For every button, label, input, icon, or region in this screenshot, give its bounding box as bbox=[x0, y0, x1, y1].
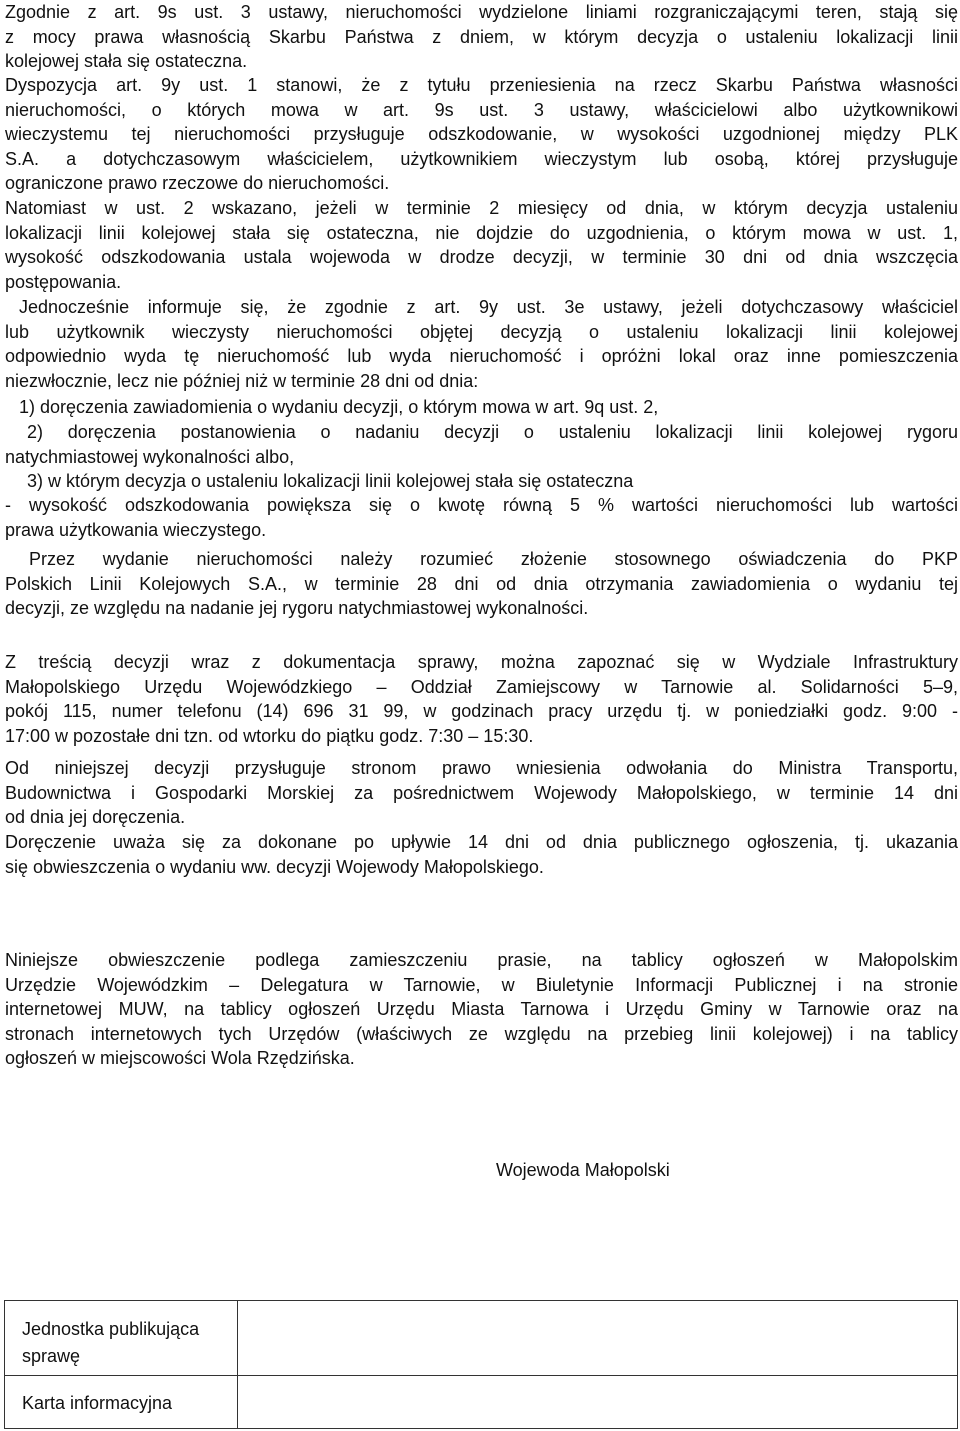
text-line: S.A. a dotychczasowym właścicielem, użytkownikiem wieczystym lub osobą, której przysługuje bbox=[5, 148, 958, 169]
text-line: Doręczenie uważa się za dokonane po upływie 14 dni od dnia publicznego ogłoszenia, tj. ukazania bbox=[5, 832, 958, 852]
text-line: wieczystemu tej nieruchomości przysługuje odszkodowanie, w wysokości uzgodnionej między PLK bbox=[5, 124, 958, 144]
paragraph-bonus-amount bbox=[5, 493, 958, 542]
text-line: decyzji, ze względu na nadanie jej rygoru natychmiastowej wykonalności. bbox=[5, 598, 589, 618]
text-line: ograniczone prawo rzeczowe do nieruchomości. bbox=[5, 173, 390, 193]
paragraph-bonus-conditions bbox=[5, 295, 958, 393]
text-line: Natomiast w ust. 2 wskazano, jeżeli w terminie 2 miesięcy od dnia, w którym decyzja ustaleniu bbox=[5, 198, 958, 218]
text-line: się obwieszczenia o wydaniu ww. decyzji Wojewody Małopolskiego. bbox=[5, 856, 544, 877]
text-line: Małopolskiego Urzędu Wojewódzkiego – Oddział Zamiejscowy w Tarnowie al. Solidarności 5–9, bbox=[5, 676, 958, 697]
signature-voivode: Wojewoda Małopolski bbox=[496, 1160, 670, 1180]
text-line: Niniejsze obwieszczenie podlega zamieszczeniu prasie, na tablicy ogłoszeń w Małopolskim bbox=[5, 950, 958, 970]
info-card-label: Karta informacyjna bbox=[22, 1393, 173, 1413]
list-item-2 bbox=[5, 420, 958, 469]
paragraph-disposition-9y bbox=[5, 73, 958, 196]
text-line: Jednocześnie informuje się, że zgodnie z art. 9y ust. 3e ustawy, jeżeli dotychczasowy właściciel bbox=[19, 297, 958, 317]
text-line: niezwłocznie, lecz nie później niż w terminie 28 dni od dnia: bbox=[5, 370, 479, 391]
text-line: Budownictwa i Gospodarki Morskiej za pośrednictwem Wojewody Małopolskiego, w terminie 14 dni bbox=[5, 782, 958, 803]
text-line: Polskich Linii Kolejowych S.A., w terminie 28 dni od dnia otrzymania zawiadomienia o wydaniu tej bbox=[5, 573, 958, 594]
text-line: natychmiastowej wykonalności albo, bbox=[5, 446, 295, 467]
text-line: lokalizacji linii kolejowej stała się ostateczna, nie dojdzie do uzgodnienia, o którym mowa w ust. 1, bbox=[5, 222, 958, 243]
table-column-divider bbox=[237, 1301, 238, 1428]
text-line: Z treścią decyzji wraz z dokumentacja sprawy, można zapoznać się w Wydziale Infrastruktury bbox=[5, 652, 958, 672]
text-line: Od niniejszej decyzji przysługuje stronom prawo wniesienia odwołania do Ministra Transportu, bbox=[5, 758, 958, 778]
list-item-3 bbox=[5, 469, 958, 494]
paragraph-documentation-access bbox=[5, 650, 958, 748]
info-table bbox=[4, 1300, 958, 1429]
paragraph-handover-definition bbox=[5, 547, 958, 621]
text-line: stronach internetowych tych Urzędów (właściwych ze względu na przebieg linii kolejowej) i na tablicy bbox=[5, 1023, 958, 1044]
paragraph-compensation-deadline bbox=[5, 196, 958, 294]
text-line: ogłoszeń w miejscowości Wola Rzędzińska. bbox=[5, 1048, 355, 1068]
text-line: Zgodnie z art. 9s ust. 3 ustawy, nieruchomości wydzielone liniami rozgraniczającymi teren, stają się bbox=[5, 2, 958, 22]
text-line: pokój 115, numer telefonu (14) 696 31 99, w godzinach pracy urzędu tj. w poniedziałki godz. 9:00 - bbox=[5, 701, 958, 721]
text-line: od dnia jej doręczenia. bbox=[5, 807, 186, 827]
text-line: 17:00 w pozostałe dni tzn. od wtorku do piątku godz. 7:30 – 15:30. bbox=[5, 725, 534, 746]
table-row-divider bbox=[5, 1375, 957, 1376]
text-line: Dyspozycja art. 9y ust. 1 stanowi, że z tytułu przeniesienia na rzecz Skarbu Państwa własności bbox=[5, 75, 958, 95]
paragraph-ownership-transfer bbox=[5, 0, 958, 74]
text-line: lub użytkownik wieczysty nieruchomości objętej decyzją o ustaleniu lokalizacji linii kolejowej bbox=[5, 321, 958, 342]
text-line: Urzędzie Wojewódzkim – Delegatura w Tarnowie, w Biuletynie Informacji Publicznej i na stronie bbox=[5, 974, 958, 995]
paragraph-publication bbox=[5, 948, 958, 1071]
text-line: prawa użytkowania wieczystego. bbox=[5, 519, 267, 540]
text-line: postępowania. bbox=[5, 271, 122, 292]
text-line: z mocy prawa własnością Skarbu Państwa z dniem, w którym decyzja o ustaleniu lokalizacji linii bbox=[5, 26, 958, 47]
text-line: 3) w którym decyzja o ustaleniu lokalizacji linii kolejowej stała się ostateczna bbox=[27, 471, 634, 491]
text-line: Przez wydanie nieruchomości należy rozumieć złożenie stosownego oświadczenia do PKP bbox=[29, 549, 958, 569]
publishing-unit-label: Jednostka publikująca sprawę bbox=[22, 1319, 200, 1366]
text-line: 1) doręczenia zawiadomienia o wydaniu decyzji, o którym mowa w art. 9q ust. 2, bbox=[19, 397, 659, 417]
text-line: 2) doręczenia postanowienia o nadaniu decyzji o ustaleniu lokalizacji linii kolejowej rygoru bbox=[27, 422, 958, 442]
text-line: odpowiednio wyda tę nieruchomość lub wyda nieruchomość i opróżni lokal oraz inne pomieszczenia bbox=[5, 346, 958, 366]
text-line: internetowej MUW, na tablicy ogłoszeń Urzędu Miasta Tarnowa i Urzędu Gminy w Tarnowie oraz na bbox=[5, 999, 958, 1019]
paragraph-delivery bbox=[5, 830, 958, 879]
text-line: wysokość odszkodowania ustala wojewoda w drodze decyzji, w terminie 30 dni od dnia wszczęcia bbox=[5, 247, 958, 267]
paragraph-appeal bbox=[5, 756, 958, 830]
text-line: - wysokość odszkodowania powiększa się o kwotę równą 5 % wartości nieruchomości lub wartości bbox=[5, 495, 958, 515]
text-line: kolejowej stała się ostateczna. bbox=[5, 51, 248, 71]
list-item-1 bbox=[5, 395, 958, 420]
text-line: nieruchomości, o których mowa w art. 9s ust. 3 ustawy, właścicielowi albo użytkownikowi bbox=[5, 99, 958, 120]
